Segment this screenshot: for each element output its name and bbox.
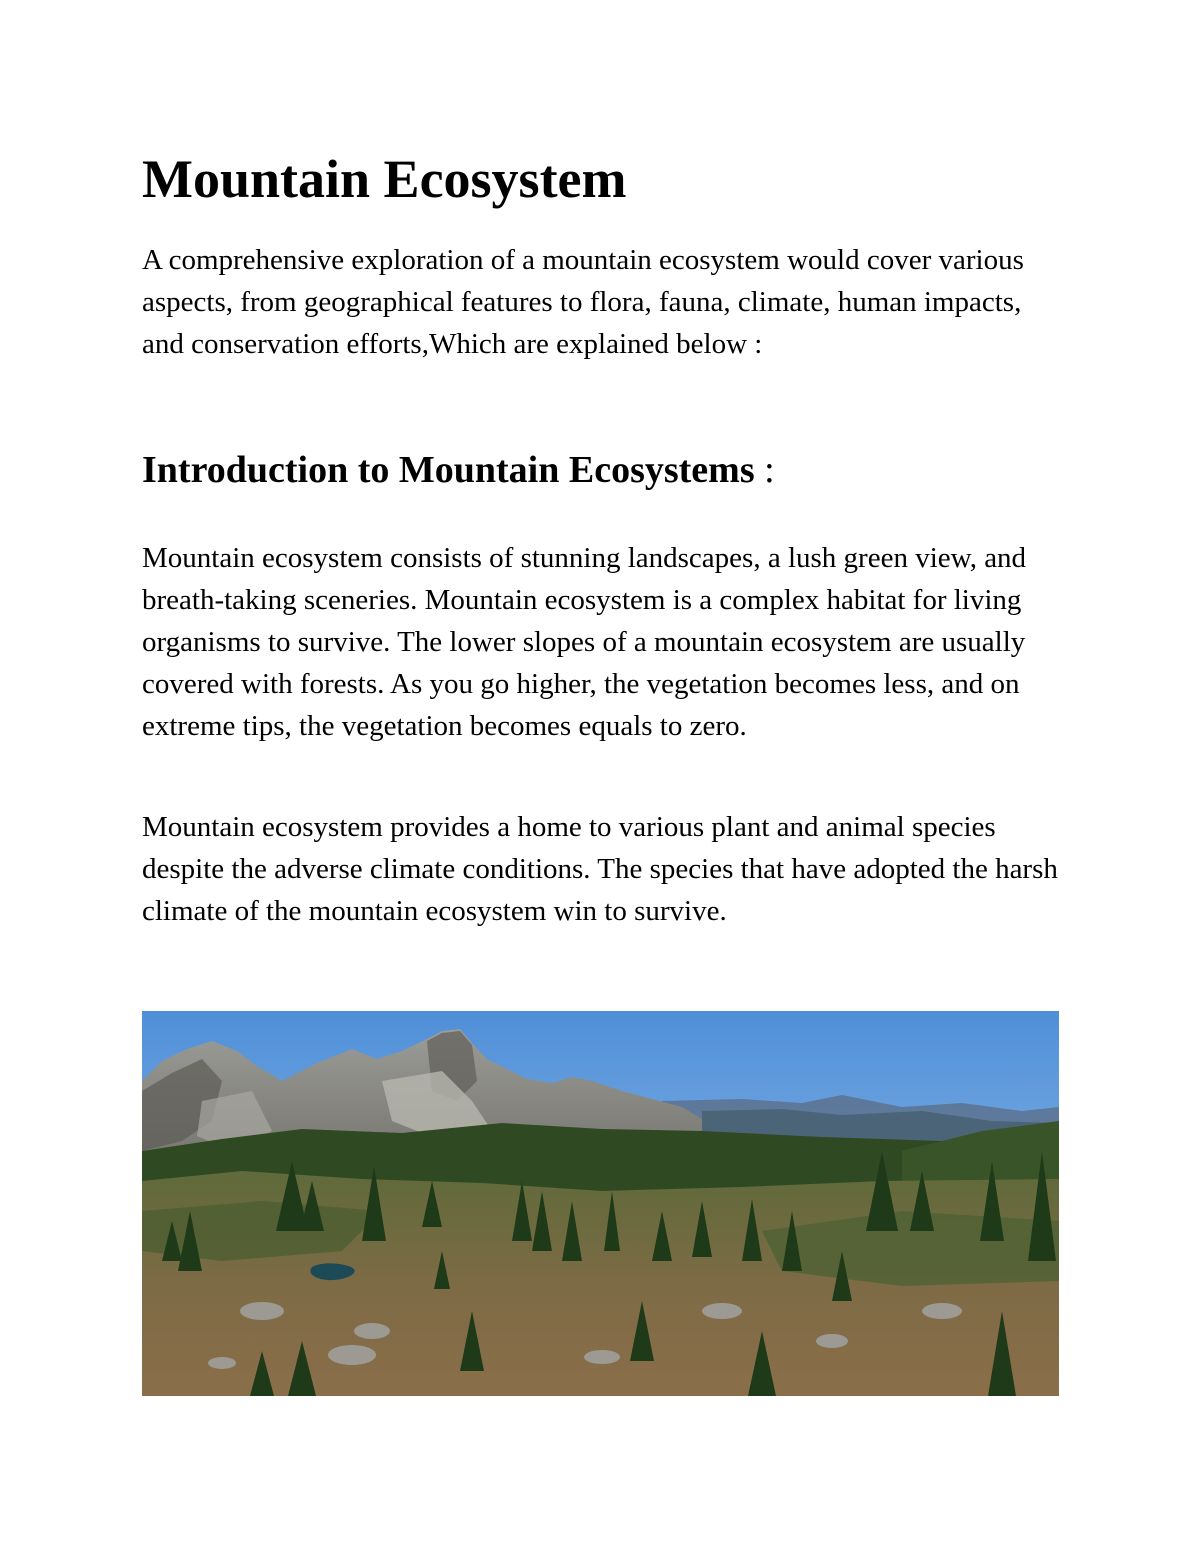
page-title: Mountain Ecosystem bbox=[142, 149, 627, 209]
intro-paragraph: A comprehensive exploration of a mountain ecosystem would cover various aspects, from geographical features to flora, fauna, climate, human impacts, and conservation efforts,Which are explained below : bbox=[142, 244, 1024, 360]
body-paragraph-1: Mountain ecosystem consists of stunning landscapes, a lush green view, and breath-taking sceneries. Mountain ecosystem is a complex habitat for living organisms to survive. The lower slopes of a mountain ecosystem are usually covered with forests. As you go higher, the vegetation becomes less, and on extreme tips, the vegetation becomes equals to zero. bbox=[142, 542, 1027, 742]
section-heading-suffix: : bbox=[754, 449, 775, 491]
section-heading bbox=[142, 444, 775, 496]
section-heading-text: Introduction to Mountain Ecosystems bbox=[142, 449, 755, 491]
landscape-illustration bbox=[142, 1011, 1059, 1396]
body-paragraph-2: Mountain ecosystem provides a home to various plant and animal species despite the adverse climate conditions. The species that have adopted the harsh climate of the mountain ecosystem win to survive. bbox=[142, 811, 1058, 927]
mountain-landscape-image bbox=[142, 1011, 1059, 1396]
